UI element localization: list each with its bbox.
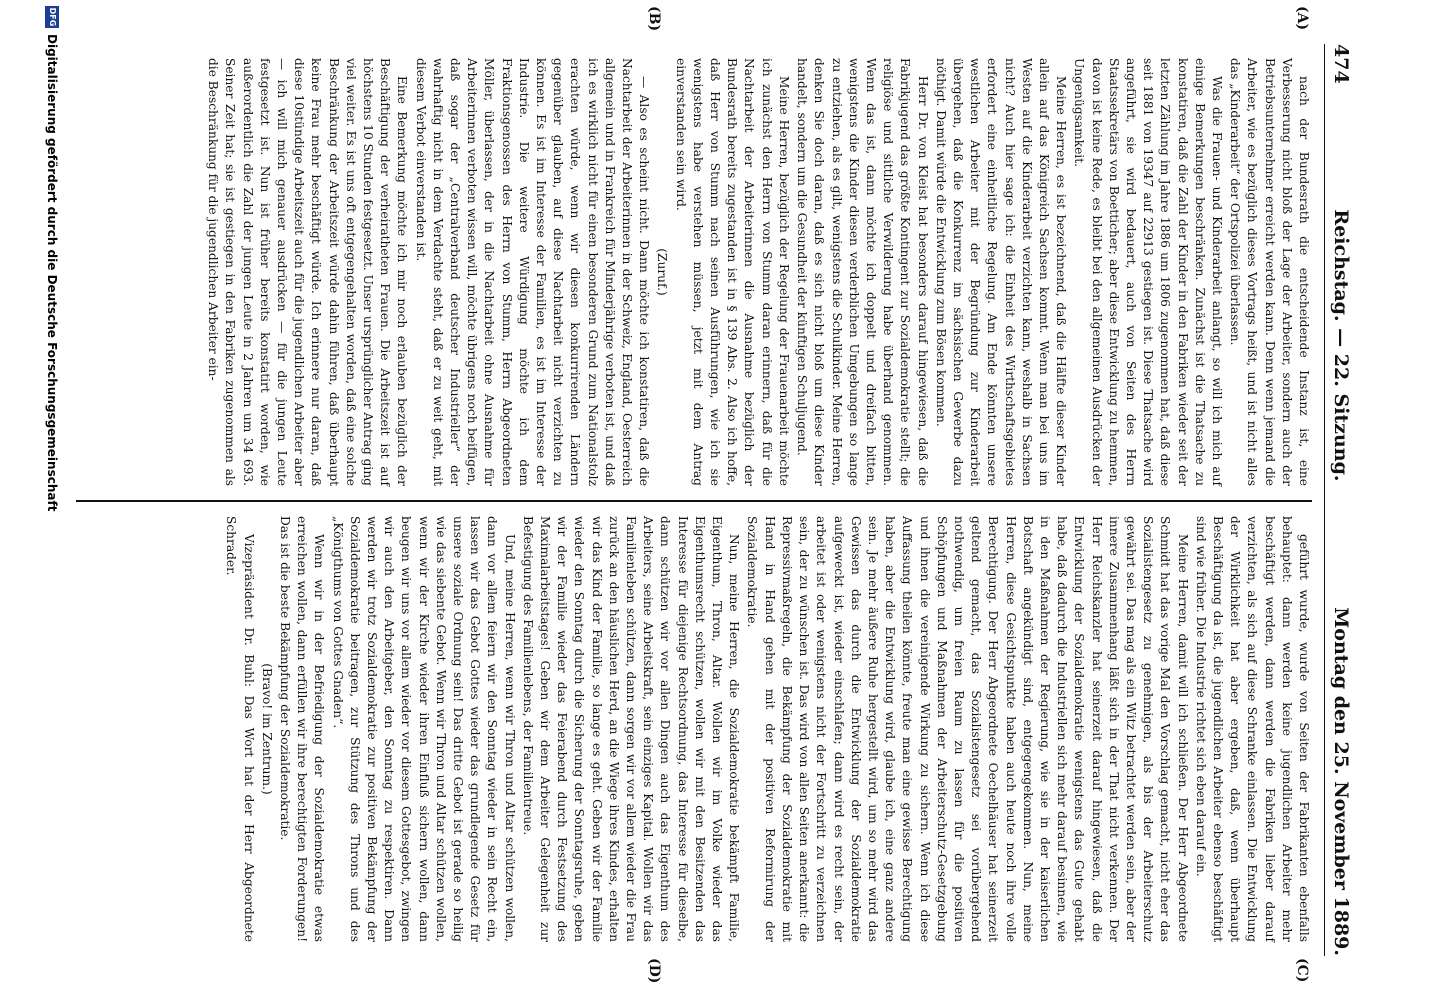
paragraph: Eine Bemerkung möchte ich mir noch erlauben bezüglich der Beschäftigung der verheiratheten Frauen. Die Arbeitszeit ist auf höchstens 10 Stunden festgesetzt. Unser ursprünglicher Antrag ging viel weiter. Es ist uns oft entgegengehalten worden, daß eine solche Beschränkung der Arbeitszeit würde dahin führen, daß überhaupt keine Frau mehr beschäftigt würde. Ich erinnere nur daran, daß diese 10stündige Arbeitszeit auch für die jugendlichen Arbeiter aber — ich will mich genauer ausdrücken — für die jungen Leute festgesetzt ist. Nun ist früher bereits konstatirt worden, wie außerordentlich die Zahl der jungen Leute in 2 Jahren um 34 693. Seiner Zeit hat; sie ist gestiegen in den Fabriken zugenommen als die Beschränkung für die jugendlichen Arbeiter ein- [206,58,410,486]
text-columns [76,44,1312,956]
interjection: (Bravo! im Zentrum.) [259,663,274,795]
rotated-scan-page [36,0,1416,1000]
margin-mark-c: (C) [1294,958,1310,983]
margin-mark-b: (B) [646,6,662,32]
paragraph: Und, meine Herren, wenn wir Thron und Altar schützen wollen, dann vor allem feiern wir den Sonntag wieder in sein Recht ein, lassen wir das Gebot Gottes wieder das grundlegende Gesetz für unsere soziale Ordnung sein! Das dritte Gebot ist gerade so heilig wie das siebente Gebot. Wenn wir Thron und Altar schützen wollen, wenn wir der Kirche wieder ihren Einfluß sichern wollen, dann beugen wir uns vor allem wieder vor diesem Gottesgebot, zwingen wir auch den Arbeitgeber, den Sonntag zu respektiren. Dann werden wir trotz Sozialdemokratie zur positiven Bekämpfung der Sozialdemokratie beitragen, zur Stützung des Throns und des „Königthums von Gottes Gnaden“. [330,516,517,942]
paragraph: nach der Bundesrath die entscheidende Instanz ist, eine Verbesserung nicht bloß der Lage der Arbeiter, sondern auch der Betriebsunternehmer erreicht werden kann. Denn wenn jemand die Arbeiter, wie es bezüglich dieses Vortrags heißt, und ist nicht alles das „Kinderarbeit“ der Ortspolizei überlassen. [1228,58,1311,486]
paragraph: Meine Herren, es ist bezeichnend, daß die Hälfte dieser Kinder allein auf das Königreich Sachsen kommt. Wenn man bei uns im Westen auf die Kinderarbeit verzichten kann, weshalb in Sachsen nicht? Auch hier sage ich: die Einheit des Wirthschaftsgebietes erfordert eine einheitliche Regelung. Am Ende könnten unsere westlichen Arbeiter mit der Begründung zur Kinderarbeit übergehen, daß die Konkurrenz im sächsischen Gewerbe dazu nöthigt. Damit würde die Entwicklung zum Bösen kommen. [933,58,1069,486]
paragraph: Herr Dr. von Kleist hat besonders darauf hingewiesen, daß die Fabrikjugend das größte Kontingent zur Sozialdemokratie stellt; die religiöse und sittliche Verwilderung habe überhand genommen. Wenn das ist, dann möchte ich doppelt und dreifach bitten, wenigstens die Kinder diesen verderblichen Umgebungen so lange zu entziehen, als es gilt, wenigstens die Schulkinder. Meine Herren, denken Sie doch daran, daß es sich nicht bloß um diese Kinder handelt, sondern um die Gesundheit der künftigen Schuljugend. [795,58,930,486]
speaker-line: Vizepräsident Dr. Buhl: Das Wort hat der Herr Abgeordnete Schrader. [224,516,256,942]
page-title: Reichstag. — 22. Sitzung. [1330,209,1352,482]
paragraph: Was die Frauen- und Kinderarbeit anlangt, so will ich mich auf einige Bemerkungen beschränken. Zunächst ist die Thatsache zu konstatiren, daß die Zahl der Kinder in den Fabriken wieder seit der letzten Zählung im Jahre 1886 um 1806 zugenommen hat, daß diese seit 1881 von 19347 auf 22913 gestiegen ist. Diese Thatsache wird angeführt, sie wird bedauert, auch von Seiten des Herrn Staatssekretärs von Boetticher; aber diese Entwicklung zu hemmen, davon ist keine Rede, es bleibt bei den allgemeinen Ausdrücken der Ungenügsamkeit. [1072,58,1224,486]
paragraph: Nun, meine Herren, die Sozialdemokratie bekämpft Familie, Eigenthum, Thron, Altar. Wollen wir im Volke wieder das Eigenthumsrecht schützen, wollen wir mit den Besitzenden das Interesse für diejenige Rechtsordnung, das Interesse für dieselbe, dann schützen wir vor allen Dingen auch das Eigenthum des Arbeiters, seine Arbeitskraft, sein einziges Kapital. Wollen wir das Familienleben schützen, dann sorgen wir vor allem wieder die Frau zurück an den häuslichen Herd, an die Wiege ihres Kindes, erhalten wir das Kind der Familie, so lange es geht. Geben wir der Familie wieder den Sonntag durch die Sicherung der Sonntagsruhe, geben wir der Familie wieder das Feierabend durch Festsetzung des Maximalarbeitstages! Geben wir dem Arbeiter Gelegenheit zur Befestigung des Familienlebens, der Familientreue. [520,516,742,942]
paragraph: geführt wurde, wurde von Seiten der Fabrikanten ebenfalls behauptet: dann werden keine jugendlichen Arbeiter mehr beschäftigt werden, dann werden die Fabriken lieber darauf verzichten, als sich auf diese Schranke einlassen. Die Entwicklung der Wirklichkeit hat aber ergeben, daß, wenn überhaupt Beschäftigung da ist, die jugendlichen Arbeiter ebenso beschäftigt sind wie früher. Die Industrie richtet sich eben darauf ein. [1193,516,1311,942]
page-header [1324,44,1354,956]
margin-mark-a: (A) [1294,6,1310,31]
paragraph: Meine Herren, bezüglich der Regelung der Frauenarbeit möchte ich zunächst den Herrn von Stumm daran erinnern, daß für die Nachtarbeit der Arbeiterinnen die Ausnahme bezüglich der Bundesrath bereits zugestanden ist in § 139 Abs. 2. Also ich hoffe, daß Herr von Stumm nach seinen Ausführungen, wie ich sie wenigstens habe verstehen müssen, jetzt mit dem Antrag einverstanden sein wird. [673,58,791,486]
paragraph: Wenn wir in der Befriedigung der Sozialdemokratie etwas erreichen wollen, dann erfüllen wir ihre berechtigten Forderungen! Das ist die beste Bekämpfung der Sozialdemokratie. [278,516,327,942]
interjection: (Zuruf.) [655,248,670,296]
paragraph: Meine Herren, damit will ich schließen. Der Herr Abgeordnete Schmidt hat das vorige Mal den Vorschlag gemacht, nicht eher das Sozialistengesetz zu genehmigen, als bis der Arbeiterschutz gewährt sei. Das mag als ein Witz betrachtet werden sein, aber der innere Zusammenhang läßt sich in der That nicht verkennen. Der Herr Reichskanzler hat seinerzeit darauf hingewiesen, daß die Entwicklung der Sozialdemokratie wenigstens das Gute gehabt habe, daß dadurch die Industriellen sich mehr darauf besinnen, wie in den Maßnahmen der Regierung, wie sie in der kaiserlichen Botschaft angekündigt sind, entgegengekommen. Nun, meine Herren, diese Gesichtspunkte haben auch heute noch ihre volle Berechtigung. Der Herr Abgeordnete Oechelhäuser hat seinerzeit geltend gemacht, das Sozialistengesetz sei vorübergehend nothwendig, um freien Raum zu lassen für die positiven Schöpfungen und Maßnahmen der Arbeiterschutz-Gesetzgebung und ihnen die vereinigende Wirkung zu sichern. Wenn ich diese Auffassung theilen könnte, freute man eine gewisse Berechtigung haben, aber die Entwicklung wird, glaube ich, eine ganz andere sein. Je mehr äußere Ruhe hergestellt wird, um so mehr wird das Gewissen das durch die Entwicklung der Sozialdemokratie aufgeweckt ist, wieder einschlafen; dann wird es recht sein, der arbeitet ist oder wenigstens nicht der Fortschritt zu verzeichnen sein, der zu wünschen ist. Das wird von allen Seiten anerkannt: die Repressivmaßregeln, die Bekämpfung der Sozialdemokratie mit Hand in Hand gehen mit der positiven Reformirung der Sozialdemokratie. [745,516,1190,942]
digitization-credit [38,0,66,1000]
left-column [76,44,1312,500]
margin-mark-d: (D) [646,958,662,984]
paragraph: — Also es scheint nicht. Dann möchte ich konstatiren, daß die Nachtarbeit der Arbeiterinnen in der Schweiz, England, Oesterreich allgemein und in Frankreich für Minderjährige verboten ist, und daß ich es wirklich nicht für einen besonderen Grund zum Nationalstolz erachten würde, wenn wir diesen konkurrirenden Ländern gegenüber glauben, auf diese Nachtarbeit nicht verzichten zu können. Es ist im Interesse der Familien, es ist im Interesse der Industrie. Die weitere Würdigung möchte ich dem Fraktionsgenossen des Herrn von Stumm, Herrn Abgeordneten Möller, überlassen, der in die Nachtarbeit ohne Ausnahme für Arbeiterinnen verboten wissen will, möchte übrigens noch beifügen, daß sogar der „Centralverband deutscher Industrieller“ der wahrhaftig nicht in dem Verdachte steht, daß er zu weit geht, mit diesem Verbot einverstanden ist. [413,58,652,486]
dfg-logo: DFG [45,6,59,28]
credit-text: Digitalisierung gefördert durch die Deutsche Forschungsgemeinschaft [45,34,59,512]
page-number: 474 [1330,44,1352,84]
right-column [76,500,1312,956]
session-date: Montag den 25. November 1889. [1330,607,1352,956]
